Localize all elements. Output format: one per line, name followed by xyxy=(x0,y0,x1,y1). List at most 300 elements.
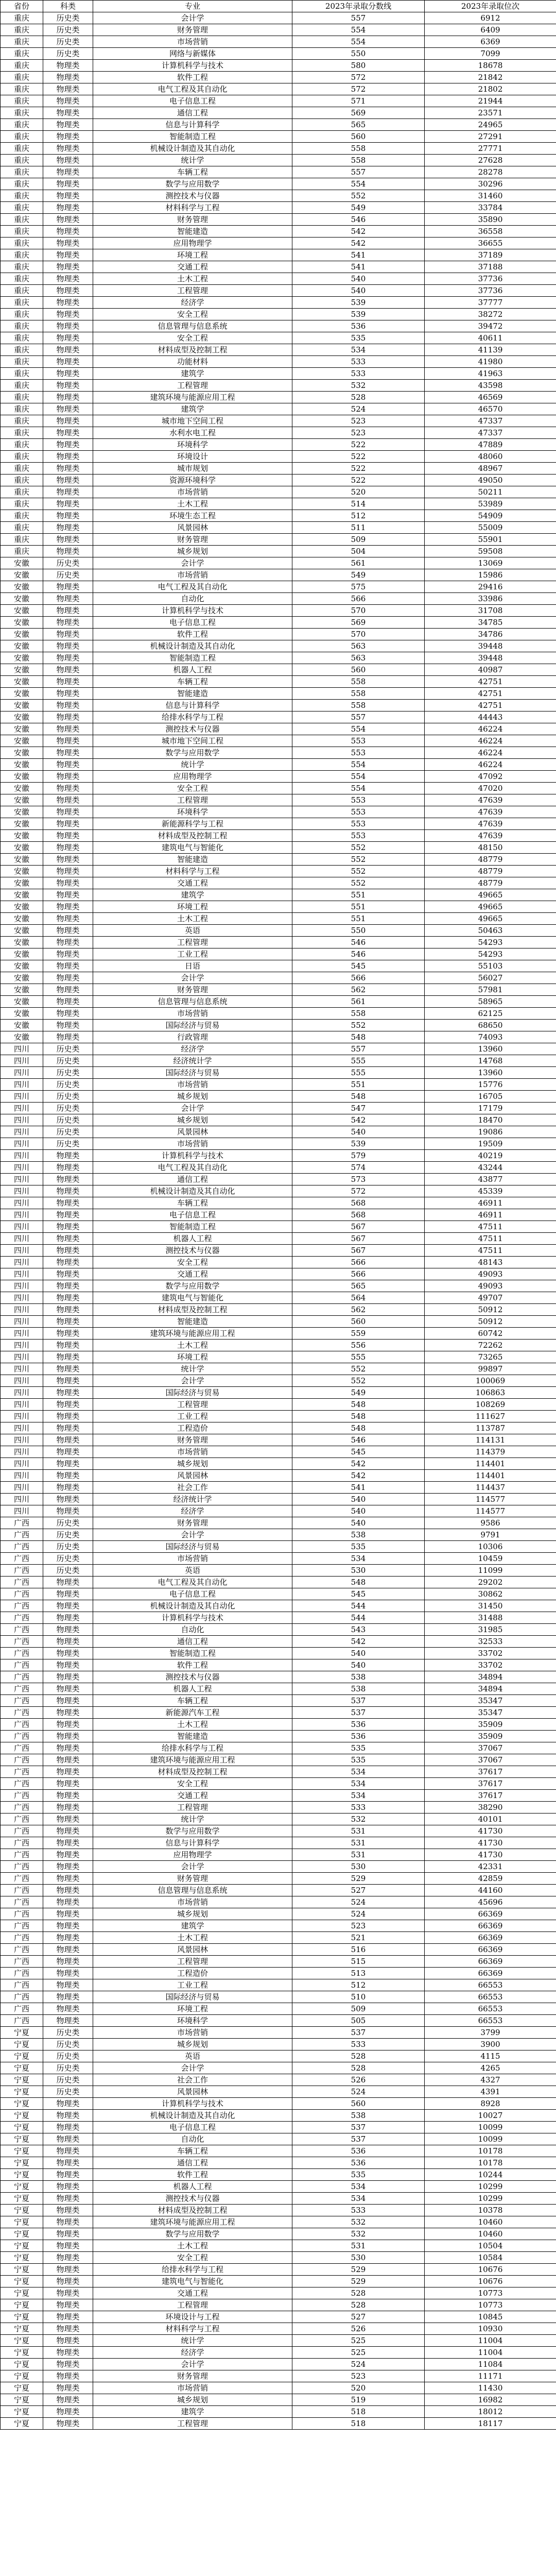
cell-province: 四川 xyxy=(1,1375,43,1387)
cell-subject-category: 历史类 xyxy=(43,1126,93,1138)
cell-province: 四川 xyxy=(1,1103,43,1114)
cell-subject-category: 物理类 xyxy=(43,948,93,960)
cell-major: 城乡规划 xyxy=(93,546,292,557)
cell-subject-category: 物理类 xyxy=(43,1458,93,1470)
cell-province: 宁夏 xyxy=(1,2039,43,2050)
cell-subject-category: 物理类 xyxy=(43,960,93,972)
cell-admission-score: 558 xyxy=(292,700,425,711)
cell-major: 通信工程 xyxy=(93,107,292,119)
cell-major: 会计学 xyxy=(93,12,292,24)
cell-admission-score: 527 xyxy=(292,2311,425,2323)
cell-subject-category: 物理类 xyxy=(43,2299,93,2311)
cell-province: 安徽 xyxy=(1,996,43,1008)
table-row xyxy=(1,1494,556,1505)
table-row xyxy=(1,320,556,332)
table-row xyxy=(1,771,556,783)
cell-subject-category: 物理类 xyxy=(43,1802,93,1814)
cell-admission-rank: 74093 xyxy=(425,1031,556,1043)
cell-admission-rank: 100069 xyxy=(425,1375,556,1387)
table-row xyxy=(1,1636,556,1648)
cell-admission-rank: 35347 xyxy=(425,1707,556,1719)
table-row xyxy=(1,1446,556,1458)
cell-subject-category: 物理类 xyxy=(43,1766,93,1778)
cell-subject-category: 物理类 xyxy=(43,439,93,451)
cell-admission-score: 534 xyxy=(292,1790,425,1802)
table-row xyxy=(1,427,556,439)
cell-admission-score: 556 xyxy=(292,1340,425,1351)
cell-major: 功能材料 xyxy=(93,356,292,368)
cell-subject-category: 物理类 xyxy=(43,2418,93,2430)
cell-province: 重庆 xyxy=(1,320,43,332)
cell-major: 通信工程 xyxy=(93,1174,292,1185)
table-row xyxy=(1,332,556,344)
cell-admission-score: 569 xyxy=(292,617,425,629)
cell-admission-rank: 41730 xyxy=(425,1849,556,1861)
cell-major: 环境生态工程 xyxy=(93,510,292,522)
cell-major: 市场营销 xyxy=(93,569,292,581)
table-row xyxy=(1,1719,556,1731)
cell-province: 宁夏 xyxy=(1,2299,43,2311)
cell-admission-rank: 66369 xyxy=(425,1944,556,1956)
cell-admission-rank: 38272 xyxy=(425,309,556,320)
cell-subject-category: 物理类 xyxy=(43,1020,93,1031)
cell-province: 广西 xyxy=(1,1731,43,1742)
cell-admission-score: 538 xyxy=(292,2110,425,2122)
table-row xyxy=(1,238,556,249)
cell-major: 车辆工程 xyxy=(93,676,292,688)
table-row xyxy=(1,1577,556,1588)
cell-province: 广西 xyxy=(1,1766,43,1778)
cell-province: 宁夏 xyxy=(1,2074,43,2086)
table-row xyxy=(1,652,556,664)
cell-admission-score: 563 xyxy=(292,640,425,652)
table-row xyxy=(1,783,556,794)
table-row xyxy=(1,1470,556,1482)
cell-major: 市场营销 xyxy=(93,2027,292,2039)
cell-province: 安徽 xyxy=(1,925,43,937)
cell-admission-score: 579 xyxy=(292,1150,425,1162)
cell-admission-score: 533 xyxy=(292,368,425,380)
cell-major: 交通工程 xyxy=(93,1790,292,1802)
cell-admission-score: 555 xyxy=(292,1067,425,1079)
table-row xyxy=(1,794,556,806)
cell-subject-category: 物理类 xyxy=(43,1979,93,1991)
cell-admission-rank: 10378 xyxy=(425,2205,556,2216)
cell-major: 环境科学 xyxy=(93,439,292,451)
cell-admission-score: 522 xyxy=(292,463,425,474)
cell-province: 广西 xyxy=(1,1790,43,1802)
cell-major: 建筑环境与能源应用工程 xyxy=(93,1754,292,1766)
cell-province: 安徽 xyxy=(1,972,43,984)
cell-admission-score: 512 xyxy=(292,1979,425,1991)
cell-major: 建筑电气与智能化 xyxy=(93,2276,292,2287)
table-row xyxy=(1,866,556,877)
cell-admission-score: 553 xyxy=(292,830,425,842)
cell-major: 统计学 xyxy=(93,1363,292,1375)
cell-subject-category: 物理类 xyxy=(43,486,93,498)
cell-major: 信息与计算科学 xyxy=(93,1837,292,1849)
cell-admission-score: 558 xyxy=(292,1008,425,1020)
table-row xyxy=(1,1920,556,1932)
cell-province: 安徽 xyxy=(1,842,43,854)
cell-admission-score: 532 xyxy=(292,1814,425,1825)
table-row xyxy=(1,214,556,226)
cell-subject-category: 物理类 xyxy=(43,214,93,226)
cell-subject-category: 物理类 xyxy=(43,972,93,984)
cell-province: 广西 xyxy=(1,1837,43,1849)
cell-major: 经济统计学 xyxy=(93,1055,292,1067)
cell-major: 建筑学 xyxy=(93,403,292,415)
cell-subject-category: 物理类 xyxy=(43,2311,93,2323)
cell-major: 建筑电气与智能化 xyxy=(93,1292,292,1304)
cell-subject-category: 历史类 xyxy=(43,2027,93,2039)
cell-subject-category: 物理类 xyxy=(43,2169,93,2181)
cell-province: 广西 xyxy=(1,1529,43,1541)
cell-admission-rank: 48967 xyxy=(425,463,556,474)
cell-subject-category: 物理类 xyxy=(43,1221,93,1233)
cell-major: 测控技术与仪器 xyxy=(93,1245,292,1257)
cell-admission-rank: 42859 xyxy=(425,1873,556,1885)
cell-admission-score: 558 xyxy=(292,143,425,155)
cell-admission-score: 536 xyxy=(292,1731,425,1742)
cell-subject-category: 物理类 xyxy=(43,392,93,403)
cell-admission-rank: 4327 xyxy=(425,2074,556,2086)
cell-admission-score: 524 xyxy=(292,2086,425,2098)
table-row xyxy=(1,1588,556,1600)
cell-subject-category: 物理类 xyxy=(43,2205,93,2216)
cell-admission-score: 531 xyxy=(292,1825,425,1837)
cell-major: 经济统计学 xyxy=(93,1494,292,1505)
cell-province: 广西 xyxy=(1,1565,43,1577)
cell-admission-score: 539 xyxy=(292,297,425,309)
cell-subject-category: 物理类 xyxy=(43,1351,93,1363)
cell-major: 安全工程 xyxy=(93,783,292,794)
table-row xyxy=(1,1055,556,1067)
cell-province: 四川 xyxy=(1,1079,43,1091)
table-row xyxy=(1,297,556,309)
cell-admission-score: 531 xyxy=(292,1849,425,1861)
cell-province: 广西 xyxy=(1,1873,43,1885)
cell-admission-score: 546 xyxy=(292,948,425,960)
cell-admission-rank: 108269 xyxy=(425,1399,556,1411)
cell-province: 宁夏 xyxy=(1,2335,43,2347)
cell-admission-score: 542 xyxy=(292,238,425,249)
cell-admission-rank: 66369 xyxy=(425,1920,556,1932)
cell-major: 交通工程 xyxy=(93,2287,292,2299)
cell-major: 机器人工程 xyxy=(93,1233,292,1245)
cell-admission-rank: 66553 xyxy=(425,2003,556,2015)
cell-subject-category: 物理类 xyxy=(43,1174,93,1185)
cell-major: 给排水科学与工程 xyxy=(93,2264,292,2276)
cell-major: 统计学 xyxy=(93,2335,292,2347)
cell-admission-score: 525 xyxy=(292,2347,425,2359)
cell-admission-rank: 47639 xyxy=(425,818,556,830)
cell-admission-score: 552 xyxy=(292,1363,425,1375)
cell-admission-score: 540 xyxy=(292,285,425,297)
cell-admission-rank: 44443 xyxy=(425,711,556,723)
cell-admission-rank: 33702 xyxy=(425,1659,556,1671)
table-row xyxy=(1,806,556,818)
cell-province: 安徽 xyxy=(1,617,43,629)
cell-major: 新能源汽车工程 xyxy=(93,1707,292,1719)
cell-major: 信息管理与信息系统 xyxy=(93,320,292,332)
cell-province: 宁夏 xyxy=(1,2050,43,2062)
cell-province: 宁夏 xyxy=(1,2133,43,2145)
cell-admission-score: 543 xyxy=(292,1624,425,1636)
cell-subject-category: 历史类 xyxy=(43,1529,93,1541)
table-row xyxy=(1,889,556,901)
cell-major: 计算机科学与技术 xyxy=(93,1612,292,1624)
cell-admission-score: 573 xyxy=(292,1174,425,1185)
cell-major: 机器人工程 xyxy=(93,664,292,676)
cell-major: 城乡规划 xyxy=(93,2394,292,2406)
cell-major: 信息管理与信息系统 xyxy=(93,1885,292,1896)
cell-province: 安徽 xyxy=(1,937,43,948)
cell-subject-category: 物理类 xyxy=(43,1197,93,1209)
table-row xyxy=(1,1754,556,1766)
cell-admission-rank: 37188 xyxy=(425,261,556,273)
cell-major: 市场营销 xyxy=(93,1079,292,1091)
table-row xyxy=(1,143,556,155)
table-row xyxy=(1,1245,556,1257)
table-row xyxy=(1,1103,556,1114)
cell-major: 会计学 xyxy=(93,557,292,569)
cell-subject-category: 物理类 xyxy=(43,285,93,297)
table-row xyxy=(1,1896,556,1908)
table-row xyxy=(1,2370,556,2382)
cell-major: 电气工程及其自动化 xyxy=(93,83,292,95)
cell-admission-rank: 50211 xyxy=(425,486,556,498)
cell-admission-score: 566 xyxy=(292,972,425,984)
cell-subject-category: 物理类 xyxy=(43,2122,93,2133)
cell-subject-category: 物理类 xyxy=(43,1422,93,1434)
cell-admission-rank: 37777 xyxy=(425,297,556,309)
cell-province: 安徽 xyxy=(1,889,43,901)
cell-subject-category: 物理类 xyxy=(43,226,93,238)
table-row xyxy=(1,380,556,392)
cell-subject-category: 物理类 xyxy=(43,2228,93,2240)
cell-admission-score: 567 xyxy=(292,1245,425,1257)
cell-admission-rank: 66369 xyxy=(425,1968,556,1979)
cell-admission-rank: 114577 xyxy=(425,1505,556,1517)
cell-subject-category: 物理类 xyxy=(43,2323,93,2335)
cell-subject-category: 历史类 xyxy=(43,1565,93,1577)
cell-province: 广西 xyxy=(1,1932,43,1944)
cell-province: 重庆 xyxy=(1,392,43,403)
cell-admission-rank: 10773 xyxy=(425,2299,556,2311)
cell-major: 财务管理 xyxy=(93,984,292,996)
cell-major: 统计学 xyxy=(93,759,292,771)
cell-province: 四川 xyxy=(1,1399,43,1411)
header-admission-score: 2023年录取分数线 xyxy=(292,1,425,12)
cell-province: 安徽 xyxy=(1,960,43,972)
cell-major: 日语 xyxy=(93,960,292,972)
cell-subject-category: 物理类 xyxy=(43,1411,93,1422)
cell-subject-category: 物理类 xyxy=(43,984,93,996)
table-row xyxy=(1,2311,556,2323)
cell-major: 工程管理 xyxy=(93,285,292,297)
cell-admission-rank: 27771 xyxy=(425,143,556,155)
cell-subject-category: 物理类 xyxy=(43,830,93,842)
cell-major: 财务管理 xyxy=(93,1873,292,1885)
cell-subject-category: 历史类 xyxy=(43,2050,93,2062)
cell-subject-category: 物理类 xyxy=(43,2098,93,2110)
cell-admission-rank: 34894 xyxy=(425,1671,556,1683)
cell-admission-rank: 35909 xyxy=(425,1719,556,1731)
cell-province: 四川 xyxy=(1,1245,43,1257)
cell-province: 四川 xyxy=(1,1482,43,1494)
cell-admission-rank: 4391 xyxy=(425,2086,556,2098)
cell-admission-rank: 11004 xyxy=(425,2335,556,2347)
cell-admission-score: 552 xyxy=(292,842,425,854)
cell-major: 软件工程 xyxy=(93,1659,292,1671)
cell-province: 四川 xyxy=(1,1268,43,1280)
cell-province: 宁夏 xyxy=(1,2122,43,2133)
cell-admission-score: 553 xyxy=(292,818,425,830)
cell-admission-score: 565 xyxy=(292,1280,425,1292)
cell-subject-category: 历史类 xyxy=(43,1553,93,1565)
cell-subject-category: 物理类 xyxy=(43,297,93,309)
cell-admission-rank: 10099 xyxy=(425,2133,556,2145)
cell-admission-rank: 18678 xyxy=(425,60,556,72)
table-row xyxy=(1,1790,556,1802)
cell-subject-category: 物理类 xyxy=(43,1162,93,1174)
table-row xyxy=(1,2299,556,2311)
cell-province: 重庆 xyxy=(1,12,43,24)
cell-subject-category: 物理类 xyxy=(43,889,93,901)
table-row xyxy=(1,2264,556,2276)
cell-admission-score: 542 xyxy=(292,1636,425,1648)
cell-admission-score: 510 xyxy=(292,1991,425,2003)
cell-major: 财务管理 xyxy=(93,1434,292,1446)
cell-admission-rank: 32533 xyxy=(425,1636,556,1648)
cell-province: 四川 xyxy=(1,1494,43,1505)
table-row xyxy=(1,735,556,747)
cell-admission-score: 511 xyxy=(292,522,425,534)
table-row xyxy=(1,273,556,285)
cell-major: 智能建造 xyxy=(93,1316,292,1328)
table-row xyxy=(1,1565,556,1577)
cell-subject-category: 历史类 xyxy=(43,1091,93,1103)
cell-admission-rank: 47639 xyxy=(425,830,556,842)
cell-admission-score: 537 xyxy=(292,1695,425,1707)
table-row xyxy=(1,285,556,297)
cell-admission-score: 529 xyxy=(292,1873,425,1885)
cell-subject-category: 物理类 xyxy=(43,178,93,190)
cell-admission-rank: 113787 xyxy=(425,1422,556,1434)
cell-province: 宁夏 xyxy=(1,2406,43,2418)
cell-subject-category: 物理类 xyxy=(43,344,93,356)
cell-admission-rank: 39472 xyxy=(425,320,556,332)
table-row xyxy=(1,1174,556,1185)
cell-major: 风景园林 xyxy=(93,522,292,534)
table-row xyxy=(1,640,556,652)
table-row xyxy=(1,1648,556,1659)
cell-subject-category: 物理类 xyxy=(43,2347,93,2359)
cell-subject-category: 物理类 xyxy=(43,1375,93,1387)
cell-subject-category: 物理类 xyxy=(43,2110,93,2122)
cell-admission-score: 549 xyxy=(292,202,425,214)
cell-admission-score: 557 xyxy=(292,166,425,178)
cell-subject-category: 历史类 xyxy=(43,2086,93,2098)
cell-subject-category: 物理类 xyxy=(43,415,93,427)
table-row xyxy=(1,119,556,131)
cell-province: 安徽 xyxy=(1,901,43,913)
cell-admission-score: 509 xyxy=(292,2003,425,2015)
cell-admission-score: 542 xyxy=(292,1114,425,1126)
cell-admission-score: 552 xyxy=(292,1375,425,1387)
table-row xyxy=(1,1351,556,1363)
cell-admission-rank: 23571 xyxy=(425,107,556,119)
cell-admission-rank: 55009 xyxy=(425,522,556,534)
cell-subject-category: 物理类 xyxy=(43,806,93,818)
cell-admission-score: 541 xyxy=(292,1482,425,1494)
cell-province: 重庆 xyxy=(1,238,43,249)
cell-province: 重庆 xyxy=(1,48,43,60)
cell-subject-category: 物理类 xyxy=(43,2335,93,2347)
cell-province: 安徽 xyxy=(1,652,43,664)
cell-admission-score: 537 xyxy=(292,2027,425,2039)
cell-major: 城市地下空间工程 xyxy=(93,415,292,427)
cell-subject-category: 物理类 xyxy=(43,2133,93,2145)
cell-major: 工程管理 xyxy=(93,937,292,948)
cell-subject-category: 物理类 xyxy=(43,2264,93,2276)
cell-major: 智能制造工程 xyxy=(93,131,292,143)
table-row xyxy=(1,2335,556,2347)
table-row xyxy=(1,1138,556,1150)
cell-admission-rank: 10178 xyxy=(425,2145,556,2157)
cell-admission-score: 539 xyxy=(292,1138,425,1150)
table-row xyxy=(1,522,556,534)
cell-admission-score: 572 xyxy=(292,1185,425,1197)
cell-admission-score: 557 xyxy=(292,12,425,24)
cell-province: 宁夏 xyxy=(1,2347,43,2359)
cell-admission-rank: 42751 xyxy=(425,676,556,688)
cell-admission-rank: 42751 xyxy=(425,700,556,711)
cell-admission-score: 538 xyxy=(292,1671,425,1683)
cell-admission-score: 540 xyxy=(292,1517,425,1529)
cell-admission-rank: 68650 xyxy=(425,1020,556,1031)
table-row xyxy=(1,2027,556,2039)
table-row xyxy=(1,2003,556,2015)
cell-major: 财务管理 xyxy=(93,1517,292,1529)
cell-subject-category: 物理类 xyxy=(43,1245,93,1257)
cell-admission-rank: 50912 xyxy=(425,1316,556,1328)
cell-subject-category: 物理类 xyxy=(43,1908,93,1920)
table-row xyxy=(1,249,556,261)
table-row xyxy=(1,2347,556,2359)
cell-subject-category: 物理类 xyxy=(43,581,93,593)
cell-subject-category: 物理类 xyxy=(43,617,93,629)
cell-province: 宁夏 xyxy=(1,2252,43,2264)
cell-admission-score: 547 xyxy=(292,1103,425,1114)
cell-admission-rank: 37617 xyxy=(425,1778,556,1790)
cell-admission-rank: 9586 xyxy=(425,1517,556,1529)
cell-major: 计算机科学与技术 xyxy=(93,1150,292,1162)
cell-admission-rank: 41963 xyxy=(425,368,556,380)
table-row xyxy=(1,190,556,202)
table-row xyxy=(1,1257,556,1268)
cell-admission-score: 534 xyxy=(292,2193,425,2205)
cell-major: 土木工程 xyxy=(93,913,292,925)
cell-admission-score: 513 xyxy=(292,1968,425,1979)
cell-admission-rank: 47337 xyxy=(425,415,556,427)
cell-admission-rank: 36655 xyxy=(425,238,556,249)
cell-major: 电子信息工程 xyxy=(93,95,292,107)
cell-major: 车辆工程 xyxy=(93,1695,292,1707)
cell-province: 安徽 xyxy=(1,688,43,700)
cell-subject-category: 物理类 xyxy=(43,498,93,510)
